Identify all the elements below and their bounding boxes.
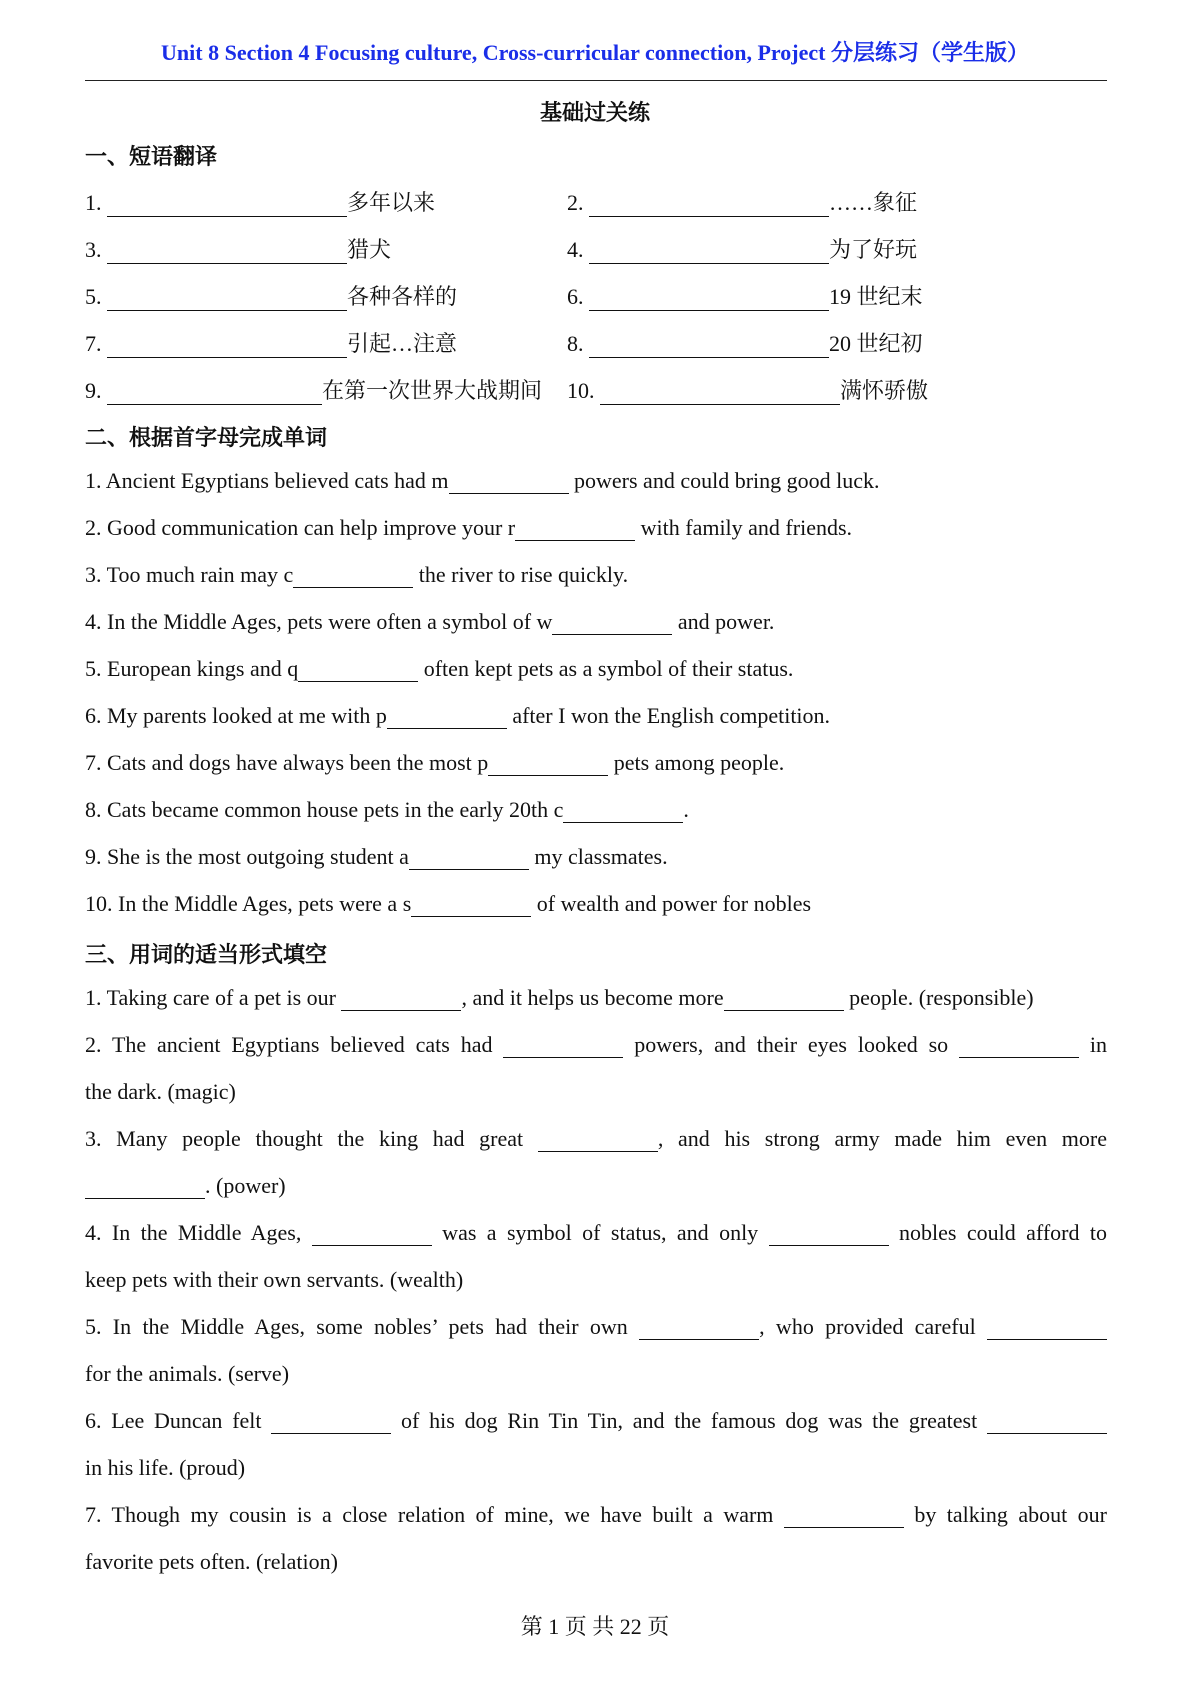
phrase-item: 1. 多年以来 bbox=[85, 190, 436, 215]
question-line-cont: keep pets with their own servants. (wealth) bbox=[85, 1267, 464, 1292]
answer-blank[interactable] bbox=[639, 1316, 759, 1340]
question-line: 9. She is the most outgoing student a my classmates. bbox=[85, 844, 668, 869]
answer-blank[interactable] bbox=[409, 846, 529, 870]
answer-blank[interactable] bbox=[387, 705, 507, 729]
answer-blank[interactable] bbox=[503, 1034, 623, 1058]
question-line: 8. Cats became common house pets in the early 20th c . bbox=[85, 797, 689, 822]
answer-blank[interactable] bbox=[987, 1316, 1107, 1340]
question-line: 2. Good communication can help improve your r with family and friends. bbox=[85, 515, 853, 540]
section-title: 基础过关练 bbox=[539, 100, 650, 125]
part3-heading: 三、用词的适当形式填空 bbox=[85, 942, 328, 967]
answer-blank[interactable] bbox=[298, 658, 418, 682]
answer-blank[interactable] bbox=[724, 987, 844, 1011]
question-line: 7. Cats and dogs have always been the most p pets among people. bbox=[85, 750, 785, 775]
answer-blank[interactable] bbox=[600, 381, 840, 405]
question-line: 3. Too much rain may c the river to rise quickly. bbox=[85, 562, 629, 587]
question-line: 5. In the Middle Ages, some nobles’ pets had their own , who provided careful bbox=[85, 1314, 1107, 1340]
question-line: 7. Though my cousin is a close relation of mine, we have built a warm by talking about our bbox=[85, 1502, 1107, 1527]
answer-blank[interactable] bbox=[552, 611, 672, 635]
question-line: 1. Taking care of a pet is our , and it helps us become more people. (responsible) bbox=[85, 985, 1034, 1010]
answer-blank[interactable] bbox=[589, 287, 829, 311]
answer-blank[interactable] bbox=[449, 470, 569, 494]
question-line: 1. Ancient Egyptians believed cats had m powers and could bring good luck. bbox=[85, 468, 880, 493]
answer-blank[interactable] bbox=[107, 287, 347, 311]
question-line: 2. The ancient Egyptians believed cats had powers, and their eyes looked so in bbox=[85, 1032, 1107, 1057]
answer-blank[interactable] bbox=[488, 752, 608, 776]
answer-blank[interactable] bbox=[271, 1410, 391, 1434]
phrase-item: 6. 19 世纪末 bbox=[567, 284, 923, 309]
phrase-item: 4. 为了好玩 bbox=[567, 237, 918, 262]
phrase-item: 8. 20 世纪初 bbox=[567, 331, 923, 356]
header-divider bbox=[85, 80, 1107, 81]
answer-blank[interactable] bbox=[85, 1175, 205, 1199]
question-line: 6. My parents looked at me with p after I won the English competition. bbox=[85, 703, 831, 728]
question-line: 6. Lee Duncan felt of his dog Rin Tin Tin, and the famous dog was the greatest bbox=[85, 1408, 1107, 1434]
answer-blank[interactable] bbox=[411, 893, 531, 917]
answer-blank[interactable] bbox=[312, 1222, 432, 1246]
question-line-cont: the dark. (magic) bbox=[85, 1079, 236, 1104]
answer-blank[interactable] bbox=[769, 1222, 889, 1246]
answer-blank[interactable] bbox=[107, 240, 347, 264]
part1-heading: 一、短语翻译 bbox=[85, 144, 218, 169]
answer-blank[interactable] bbox=[107, 381, 322, 405]
answer-blank[interactable] bbox=[293, 564, 413, 588]
question-line-cont: for the animals. (serve) bbox=[85, 1361, 290, 1386]
question-line: 4. In the Middle Ages, was a symbol of status, and only nobles could afford to bbox=[85, 1220, 1107, 1245]
phrase-item: 3. 猎犬 bbox=[85, 237, 392, 262]
answer-blank[interactable] bbox=[107, 193, 347, 217]
answer-blank[interactable] bbox=[538, 1128, 658, 1152]
phrase-item: 5. 各种各样的 bbox=[85, 284, 458, 309]
question-line: 4. In the Middle Ages, pets were often a symbol of w and power. bbox=[85, 609, 775, 634]
answer-blank[interactable] bbox=[515, 517, 635, 541]
answer-blank[interactable] bbox=[589, 240, 829, 264]
phrase-item: 10. 满怀骄傲 bbox=[567, 378, 929, 403]
answer-blank[interactable] bbox=[107, 334, 347, 358]
answer-blank[interactable] bbox=[987, 1410, 1107, 1434]
question-line: 5. European kings and q often kept pets as a symbol of their status. bbox=[85, 656, 794, 681]
question-line-cont: in his life. (proud) bbox=[85, 1455, 246, 1480]
question-line: 3. Many people thought the king had great , and his strong army made him even more bbox=[85, 1126, 1107, 1151]
question-line-cont: favorite pets often. (relation) bbox=[85, 1549, 338, 1574]
phrase-item: 2. ……象征 bbox=[567, 190, 918, 215]
page-header-title: Unit 8 Section 4 Focusing culture, Cross-curricular connection, Project 分层练习（学生版） bbox=[161, 40, 1029, 65]
answer-blank[interactable] bbox=[341, 987, 461, 1011]
question-line-cont: . (power) bbox=[85, 1173, 1107, 1199]
phrase-item: 9. 在第一次世界大战期间 bbox=[85, 378, 543, 403]
answer-blank[interactable] bbox=[784, 1504, 904, 1528]
part2-heading: 二、根据首字母完成单词 bbox=[85, 425, 328, 450]
phrase-item: 7. 引起…注意 bbox=[85, 331, 458, 356]
question-line: 10. In the Middle Ages, pets were a s of wealth and power for nobles bbox=[85, 891, 812, 916]
answer-blank[interactable] bbox=[959, 1034, 1079, 1058]
answer-blank[interactable] bbox=[563, 799, 683, 823]
answer-blank[interactable] bbox=[589, 193, 829, 217]
answer-blank[interactable] bbox=[589, 334, 829, 358]
page-number: 第 1 页 共 22 页 bbox=[520, 1614, 670, 1639]
